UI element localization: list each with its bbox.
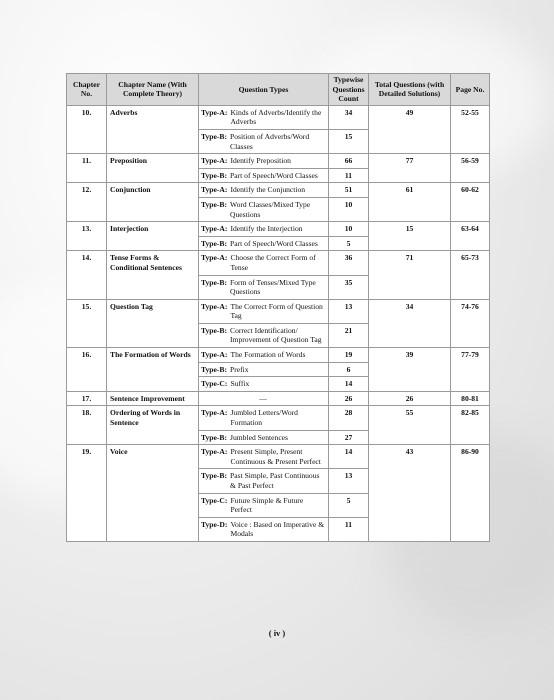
question-type — [199, 236, 329, 251]
question-type — [199, 377, 329, 392]
question-type-text: The Formation of Words — [230, 350, 306, 360]
table-row — [67, 391, 490, 406]
question-type-label: Type-D: — [201, 519, 228, 529]
question-type-line — [201, 185, 325, 195]
typewise-count: 66 — [329, 154, 369, 169]
header-typewise-count: Typewise Questions Count — [329, 74, 369, 106]
page-range: 63-64 — [451, 222, 490, 251]
chapter-name: Adverbs — [107, 105, 199, 153]
question-type — [199, 406, 329, 430]
table-body — [67, 105, 490, 541]
page-range: 60-62 — [451, 183, 490, 222]
question-type — [199, 362, 329, 377]
question-type — [199, 251, 329, 275]
page-range: 56-59 — [451, 154, 490, 183]
question-type-line — [201, 253, 325, 272]
question-type-text: Identify Preposition — [230, 156, 291, 166]
typewise-count: 34 — [329, 105, 369, 129]
chapter-name: Question Tag — [107, 299, 199, 347]
question-type-line — [201, 156, 325, 166]
total-questions: 39 — [369, 348, 451, 392]
chapter-name: Interjection — [107, 222, 199, 251]
typewise-count: 5 — [329, 236, 369, 251]
total-questions: 15 — [369, 222, 451, 251]
question-type-line — [201, 365, 325, 375]
typewise-count: 5 — [329, 493, 369, 517]
page-range: 52-55 — [451, 105, 490, 153]
question-type-line — [201, 379, 325, 389]
chapter-number: 18. — [67, 406, 107, 445]
question-type-text: Voice : Based on Imperative & Modals — [230, 519, 325, 539]
typewise-count: 10 — [329, 222, 369, 237]
question-type-line — [201, 433, 325, 443]
chapter-number: 17. — [67, 391, 107, 406]
table-row — [67, 406, 490, 430]
question-type-line — [201, 108, 325, 127]
question-type-text: Position of Adverbs/Word Classes — [230, 131, 310, 151]
question-type — [199, 105, 329, 129]
question-type-text: Form of Tenses/Mixed Type Questions — [230, 277, 316, 297]
table-header-row — [67, 74, 490, 106]
chapter-number: 13. — [67, 222, 107, 251]
question-type-label: Type-A: — [201, 156, 228, 166]
typewise-count: 13 — [329, 469, 369, 493]
question-type-text: Identify the Conjunction — [230, 185, 306, 195]
typewise-count: 51 — [329, 183, 369, 198]
header-question-types: Question Types — [199, 74, 329, 106]
question-type-label: Type-B: — [201, 199, 228, 209]
question-type-line — [201, 224, 325, 234]
chapter-number: 15. — [67, 299, 107, 347]
question-type-line — [201, 302, 325, 321]
typewise-count: 10 — [329, 197, 369, 221]
question-type — [199, 299, 329, 323]
question-type-text: Present Simple, Present Continuous & Present Perfect — [230, 447, 321, 466]
question-type-label: Type-B: — [201, 432, 228, 442]
question-type-label: Type-B: — [201, 238, 228, 248]
question-type — [199, 493, 329, 517]
chapter-name: Tense Forms & Conditional Sentences — [107, 251, 199, 299]
question-type-label: Type-A: — [201, 107, 228, 117]
question-type-label: Type-A: — [201, 447, 228, 457]
question-type — [199, 445, 329, 469]
question-type-text: Part of Speech/Word Classes — [230, 238, 318, 248]
total-questions: 77 — [369, 154, 451, 183]
question-type-line — [201, 239, 325, 249]
question-type — [199, 168, 329, 183]
table-row — [67, 445, 490, 469]
contents-table — [66, 73, 490, 542]
chapter-name: Conjunction — [107, 183, 199, 222]
contents-table-container — [66, 73, 489, 542]
chapter-number: 14. — [67, 251, 107, 299]
question-type — [199, 469, 329, 493]
total-questions: 49 — [369, 105, 451, 153]
page-range: 86-90 — [451, 445, 490, 542]
typewise-count: 14 — [329, 377, 369, 392]
question-type — [199, 183, 329, 198]
table-row — [67, 348, 490, 363]
question-type-label: Type-B: — [201, 364, 228, 374]
typewise-count: 11 — [329, 517, 369, 541]
question-type-line — [201, 447, 325, 466]
question-type-text: Word Classes/Mixed Type Questions — [230, 199, 311, 219]
header-page-no: Page No. — [451, 74, 490, 106]
typewise-count: 27 — [329, 430, 369, 445]
chapter-number: 11. — [67, 154, 107, 183]
question-type-label: Type-B: — [201, 325, 228, 335]
question-type — [199, 430, 329, 445]
question-type-text: Prefix — [230, 364, 249, 374]
total-questions: 71 — [369, 251, 451, 299]
chapter-name: Sentence Improvement — [107, 391, 199, 406]
question-type-text: Jumbled Sentences — [230, 432, 289, 442]
page-range: 82-85 — [451, 406, 490, 445]
typewise-count: 13 — [329, 299, 369, 323]
question-type — [199, 517, 329, 541]
question-type-text: Correct Identification/ Improvement of Question Tag — [230, 325, 322, 345]
typewise-count: 6 — [329, 362, 369, 377]
question-type — [199, 222, 329, 237]
question-type-line — [201, 171, 325, 181]
page-range: 74-76 — [451, 299, 490, 347]
header-chapter-no: Chapter No. — [67, 74, 107, 106]
question-type-text: — — [259, 393, 267, 403]
chapter-name: Ordering of Words in Sentence — [107, 406, 199, 445]
table-row — [67, 222, 490, 237]
table-row — [67, 183, 490, 198]
total-questions: 61 — [369, 183, 451, 222]
total-questions: 34 — [369, 299, 451, 347]
typewise-count: 19 — [329, 348, 369, 363]
question-type — [199, 348, 329, 363]
table-row — [67, 299, 490, 323]
question-type-line — [201, 350, 325, 360]
chapter-number: 16. — [67, 348, 107, 392]
question-type-label: Type-A: — [201, 253, 228, 263]
question-type — [199, 391, 329, 406]
chapter-number: 19. — [67, 445, 107, 542]
question-type-line — [201, 200, 325, 219]
question-type-line — [201, 408, 325, 427]
page-range: 77-79 — [451, 348, 490, 392]
typewise-count: 28 — [329, 406, 369, 430]
page-range: 65-73 — [451, 251, 490, 299]
chapter-name: The Formation of Words — [107, 348, 199, 392]
header-chapter-name: Chapter Name (With Complete Theory) — [107, 74, 199, 106]
chapter-name: Voice — [107, 445, 199, 542]
question-type-label: Type-B: — [201, 471, 228, 481]
typewise-count: 36 — [329, 251, 369, 275]
page-number: ( iv ) — [268, 628, 286, 638]
question-type-text: Jumbled Letters/Word Formation — [230, 408, 298, 428]
question-type-line — [201, 326, 325, 345]
typewise-count: 14 — [329, 445, 369, 469]
question-type-label: Type-A: — [201, 301, 228, 311]
question-type-text: Future Simple & Future Perfect — [230, 495, 304, 515]
question-type-text: Choose the Correct Form of Tense — [230, 253, 316, 272]
question-type-text: Part of Speech/Word Classes — [230, 170, 318, 180]
question-type — [199, 154, 329, 169]
table-row — [67, 105, 490, 129]
question-type-text: Suffix — [230, 379, 250, 389]
question-type-text: The Correct Form of Question Tag — [230, 301, 323, 321]
typewise-count: 35 — [329, 275, 369, 299]
typewise-count: 11 — [329, 168, 369, 183]
question-type-label: Type-C: — [201, 495, 228, 505]
question-type-line — [201, 132, 325, 151]
question-type-label: Type-A: — [201, 224, 228, 234]
question-type-line — [201, 278, 325, 297]
question-type-label: Type-B: — [201, 277, 228, 287]
question-type-label: Type-A: — [201, 350, 228, 360]
page-range: 80-81 — [451, 391, 490, 406]
header-total-questions: Total Questions (with Detailed Solutions) — [369, 74, 451, 106]
question-type-text: Identify the Interjection — [230, 224, 303, 234]
typewise-count: 21 — [329, 323, 369, 347]
total-questions: 26 — [369, 391, 451, 406]
question-type-text: Past Simple, Past Continuous & Past Perfect — [230, 471, 320, 490]
table-row — [67, 251, 490, 275]
question-type-line — [201, 471, 325, 490]
question-type-line — [201, 520, 325, 539]
question-type-label: Type-A: — [201, 408, 228, 418]
question-type — [199, 197, 329, 221]
chapter-number: 12. — [67, 183, 107, 222]
question-type-label: Type-B: — [201, 170, 228, 180]
question-type-label: Type-C: — [201, 379, 228, 389]
question-type — [199, 129, 329, 153]
question-type-text: Kinds of Adverbs/Identify the Adverbs — [230, 107, 322, 127]
chapter-number: 10. — [67, 105, 107, 153]
question-type-line — [201, 496, 325, 515]
typewise-count: 26 — [329, 391, 369, 406]
question-type-label: Type-B: — [201, 131, 228, 141]
chapter-name: Preposition — [107, 154, 199, 183]
question-type-label: Type-A: — [201, 185, 228, 195]
question-type — [199, 323, 329, 347]
typewise-count: 15 — [329, 129, 369, 153]
question-type — [199, 275, 329, 299]
table-row — [67, 154, 490, 169]
total-questions: 55 — [369, 406, 451, 445]
total-questions: 43 — [369, 445, 451, 542]
